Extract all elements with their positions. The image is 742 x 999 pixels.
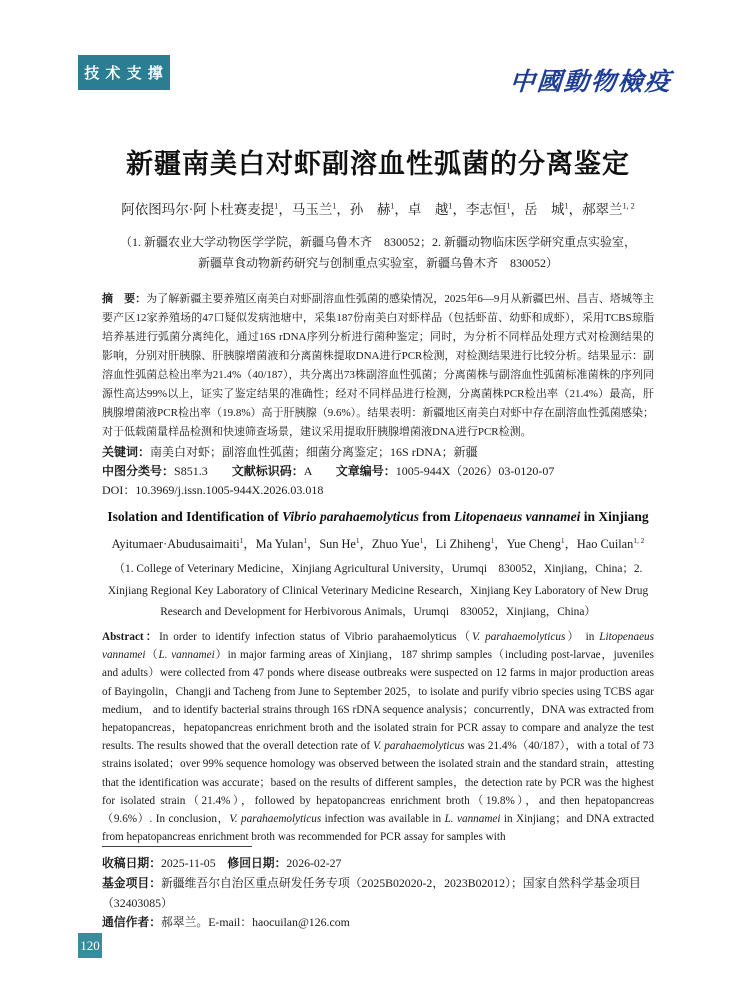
abstract-en: Abstract：In order to identify infection status of Vibrio parahaemolyticus（V. parahaemolyticus） in Litopenaeus vannamei（L. vannamei）in major farming areas of Xinjiang，187 shrimp samples（including post-larvae，juveniles and adults）were collected from 47 ponds where disease outbreaks were suspected on 12 farms in major production areas of Bayingolin，Changji and Tacheng from June to September 2025，to isolate and purify vibrio species using TCBS agar medium， and to identify bacterial strains through 16S rDNA sequence analysis；concurrently，DNA was extracted from hepatopancreas，hepatopancreas enrichment broth and the isolated strain for PCR assay to compare and analyze the test results. The results showed that the overall detection rate of V. parahaemolyticus was 21.4%（40/187），with a total of 73 strains isolated；over 99% sequence homology was observed between the isolated strain and the standard strain，attesting that the identification was accurate；based on the results of different samples，the detection rate by PCR was the highest for isolated strain（21.4%），followed by hepatopancreas enrichment broth（19.8%），and then hepatopancreas（9.6%）. In conclusion，V. parahaemolyticus infection was available in L. vannamei in Xinjiang；and DNA extracted from hepatopancreas enrichment broth was recommended for PCR assay for samples with [102, 631, 654, 844]
affiliation-en-text: （1. College of Veterinary Medicine，Xinjiang Agricultural University，Urumqi 830052，Xinjiang，China；2. Xinjiang Regional Key Laboratory of Clinical Veterinary Medicine Research，Xinjiang Key Laboratory of New Drug Research and Development for Herbivorous Animals，Urumqi 830052，Xinjiang，China） [107, 563, 649, 618]
page-number: 120 [80, 937, 100, 953]
page-number-badge [78, 933, 102, 958]
article-title-en: Isolation and Identification of Vibrio parahaemolyticus from Litopenaeus vannamei in Xinjiang [107, 509, 649, 524]
affiliation-en [102, 559, 654, 624]
affiliation-cn-text: （1. 新疆农业大学动物医学学院，新疆乌鲁木齐 830052；2. 新疆动物临床医学研究重点实验室，新疆草食动物新药研究与创制重点实验室，新疆乌鲁木齐 830052） [119, 235, 636, 270]
doi-line: DOI：10.3969/j.issn.1005-944X.2026.03.018 [102, 483, 324, 497]
journal-logo-text: 中國動物檢疫 [508, 67, 673, 96]
journal-logo [509, 62, 674, 98]
footnote-correspondence-line: 通信作者：郝翠兰。E-mail：haocuilan@126.com [102, 915, 350, 930]
affiliation-cn [102, 232, 654, 274]
keywords-cn: 关键词：南美白对虾；副溶血性弧菌；细菌分离鉴定；16S rDNA；新疆 [102, 445, 478, 459]
technical-support-badge-label: 技 术 支 撑 [84, 65, 164, 82]
article-title-cn: 新疆南美白对虾副溶血性弧菌的分离鉴定 [126, 149, 630, 179]
footnote-block [102, 846, 654, 933]
footnote-divider [102, 846, 252, 847]
technical-support-badge [78, 55, 170, 90]
authors-cn: 阿依图玛尔·阿卜杜赛麦提$^1$，马玉兰$^1$，孙 赫$^1$，卓 越$^1$，李志恒$^1$，岳 城$^1$，郝翠兰$^{1, 2}$ [121, 201, 635, 217]
footnote-funding-line: 基金项目：新疆维吾尔自治区重点研发任务专项（2025B02020-2，2023B02012）；国家自然科学基金项目（32403085） [102, 875, 641, 910]
classification-line: 中图分类号：S851.3 文献标识码：A 文章编号：1005-944X（2026）03-0120-07 [102, 464, 555, 478]
footnote-received-line: 收稿日期：2025-11-05 修回日期：2026-02-27 [102, 856, 342, 870]
authors-en: Ayitumaer·Abudusaimaiti$^1$，Ma Yulan$^1$，Sun He$^1$，Zhuo Yue$^1$，Li Zhiheng$^1$，Yue Cheng$^1$，Hao Cuilan$^{1, 2}$ [111, 535, 645, 551]
abstract-cn: 摘 要：为了解新疆主要养殖区南美白对虾副溶血性弧菌的感染情况，2025年6—9月从新疆巴州、昌吉、塔城等主要产区12家养殖场的47口疑似发病池塘中，采集187份南美白对虾样品（包括虾苗、幼虾和成虾），采用TCBS琼脂培养基进行弧菌分离纯化，通过16S rDNA序列分析进行菌种鉴定；同时，为分析不同样品处理方式对检测结果的影响，分别对肝胰腺、肝胰腺增菌液和分离菌株提取DNA进行PCR检测，对检测结果进行比较分析。结果显示：副溶血性弧菌总检出率为21.4%（40/187），共分离出73株副溶血性弧菌；分离菌株与副溶血性弧菌标准菌株的序列同源性高达99%以上，证实了鉴定结果的准确性；经对不同样品进行检测，分离菌株PCR检出率（21.4%）最高，肝胰腺增菌液PCR检出率（19.8%）高于肝胰腺（9.6%）。结果表明：新疆地区南美白对虾中存在副溶血性弧菌感染；对于低载菌量样品检测和快速筛查场景，建议采用提取肝胰腺增菌液DNA进行PCR检测。 [102, 293, 654, 438]
